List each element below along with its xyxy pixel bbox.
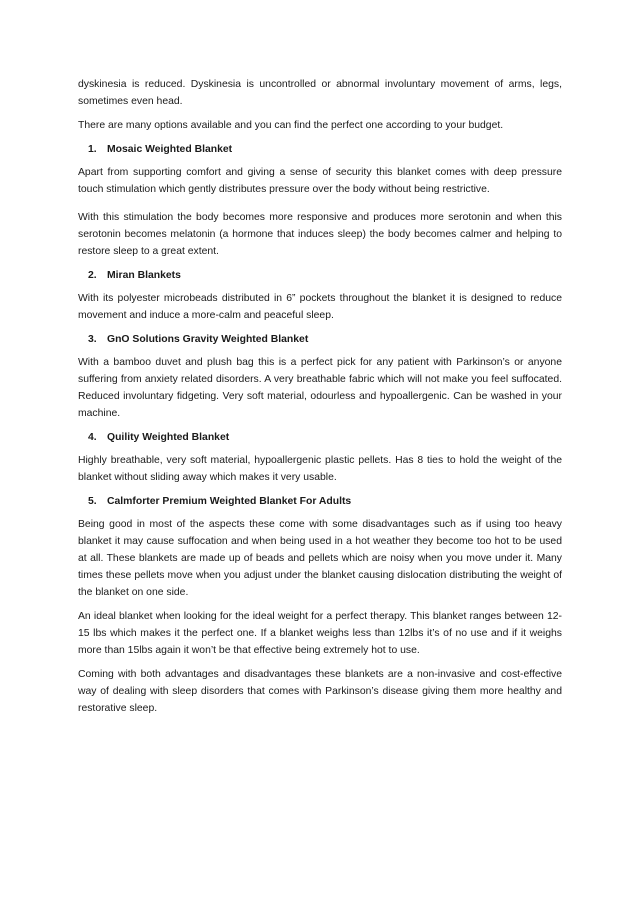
section-heading [78,429,562,446]
section-title: GnO Solutions Gravity Weighted Blanket [107,334,309,345]
section-heading [78,267,562,284]
section-heading [78,141,562,158]
section-paragraph: Apart from supporting comfort and giving a sense of security this blanket comes with deep pressure touch stimulation which gently distributes pressure over the body without being restrictive. [78,167,562,195]
section-paragraph: Coming with both advantages and disadvantages these blankets are a non-invasive and cost-effective way of dealing with sleep disorders that comes with Parkinson’s disease giving them more healthy and restorative sleep. [78,669,562,714]
section-paragraph: With a bamboo duvet and plush bag this is a perfect pick for any patient with Parkinson’s or anyone suffering from anxiety related disorders. A very breathable fabric which will not make you feel suffocated. Reduced involuntary fidgeting. Very soft material, odourless and hypoallergenic. Can be washed in your machine. [78,357,562,419]
section-paragraph: With this stimulation the body becomes more responsive and produces more serotonin and when this serotonin becomes melatonin (a hormone that induces sleep) the body becomes calmer and helping to restore sleep to a great extent. [78,212,562,257]
section-number: 5. [88,496,97,507]
document-page [78,76,562,724]
section-paragraph: An ideal blanket when looking for the ideal weight for a perfect therapy. This blanket ranges between 12-15 lbs which makes it the perfect one. If a blanket weighs less than 12lbs it’s of no use and if it weighs more than 15lbs again it won’t be that effective being extremely hot to use. [78,611,562,656]
section-number: 1. [88,144,97,155]
section-number: 2. [88,270,97,281]
section-paragraph: With its polyester microbeads distributed in 6” pockets throughout the blanket it is designed to reduce movement and induce a more-calm and peaceful sleep. [78,293,562,321]
section-title: Mosaic Weighted Blanket [107,144,233,155]
section-paragraph: Highly breathable, very soft material, hypoallergenic plastic pellets. Has 8 ties to hold the weight of the blanket without sliding away which makes it very usable. [78,455,562,483]
section-paragraph: Being good in most of the aspects these come with some disadvantages such as if using too heavy blanket it may cause suffocation and when being used in a hot weather they become too hot to be used at all. These blankets are made up of beads and pellets which are noisy when you move under it. Many times these pellets move when you adjust under the blanket causing dislocation distributing the weight of the blanket on one side. [78,519,562,598]
section-heading [78,493,562,510]
section-title: Calmforter Premium Weighted Blanket For Adults [107,496,352,507]
section-number: 4. [88,432,97,443]
section-title: Quility Weighted Blanket [107,432,230,443]
section-heading [78,331,562,348]
intro-paragraph: There are many options available and you can find the perfect one according to your budget. [78,120,504,131]
section-title: Miran Blankets [107,270,181,281]
intro-paragraph: dyskinesia is reduced. Dyskinesia is uncontrolled or abnormal involuntary movement of arms, legs, sometimes even head. [78,79,562,107]
section-number: 3. [88,334,97,345]
